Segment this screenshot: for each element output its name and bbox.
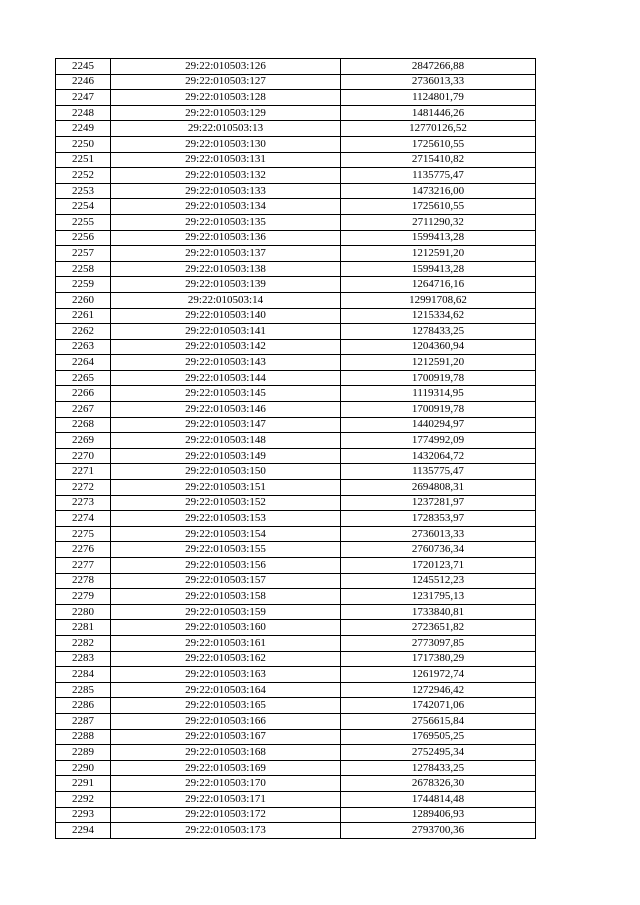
value-cell: 1272946,42 xyxy=(341,682,536,698)
value-cell: 1774992,09 xyxy=(341,433,536,449)
row-number-cell: 2265 xyxy=(56,370,111,386)
cadastral-number-cell: 29:22:010503:154 xyxy=(111,526,341,542)
row-number-cell: 2278 xyxy=(56,573,111,589)
row-number-cell: 2264 xyxy=(56,355,111,371)
row-number-cell: 2273 xyxy=(56,495,111,511)
value-cell: 2678326,30 xyxy=(341,776,536,792)
table-body xyxy=(56,59,536,839)
row-number-cell: 2275 xyxy=(56,526,111,542)
cadastral-number-cell: 29:22:010503:148 xyxy=(111,433,341,449)
value-cell: 1237281,97 xyxy=(341,495,536,511)
value-cell: 1700919,78 xyxy=(341,370,536,386)
value-cell: 1733840,81 xyxy=(341,604,536,620)
table-row xyxy=(56,355,536,371)
value-cell: 1212591,20 xyxy=(341,246,536,262)
row-number-cell: 2246 xyxy=(56,74,111,90)
cadastral-number-cell: 29:22:010503:132 xyxy=(111,168,341,184)
cadastral-number-cell: 29:22:010503:171 xyxy=(111,791,341,807)
cadastral-number-cell: 29:22:010503:128 xyxy=(111,90,341,106)
cadastral-number-cell: 29:22:010503:147 xyxy=(111,417,341,433)
value-cell: 2711290,32 xyxy=(341,214,536,230)
row-number-cell: 2285 xyxy=(56,682,111,698)
cadastral-number-cell: 29:22:010503:163 xyxy=(111,667,341,683)
value-cell: 2793700,36 xyxy=(341,823,536,839)
table-row xyxy=(56,760,536,776)
table-row xyxy=(56,635,536,651)
value-cell: 1261972,74 xyxy=(341,667,536,683)
cadastral-number-cell: 29:22:010503:164 xyxy=(111,682,341,698)
value-cell: 1289406,93 xyxy=(341,807,536,823)
cadastral-number-cell: 29:22:010503:13 xyxy=(111,121,341,137)
row-number-cell: 2259 xyxy=(56,277,111,293)
table-row xyxy=(56,277,536,293)
cadastral-number-cell: 29:22:010503:134 xyxy=(111,199,341,215)
row-number-cell: 2293 xyxy=(56,807,111,823)
value-cell: 1278433,25 xyxy=(341,324,536,340)
value-cell: 2736013,33 xyxy=(341,74,536,90)
value-cell: 1720123,71 xyxy=(341,558,536,574)
row-number-cell: 2247 xyxy=(56,90,111,106)
row-number-cell: 2245 xyxy=(56,59,111,75)
cadastral-number-cell: 29:22:010503:141 xyxy=(111,324,341,340)
row-number-cell: 2257 xyxy=(56,246,111,262)
value-cell: 2723651,82 xyxy=(341,620,536,636)
value-cell: 1744814,48 xyxy=(341,791,536,807)
value-cell: 1728353,97 xyxy=(341,511,536,527)
cadastral-number-cell: 29:22:010503:139 xyxy=(111,277,341,293)
value-cell: 2736013,33 xyxy=(341,526,536,542)
cadastral-number-cell: 29:22:010503:170 xyxy=(111,776,341,792)
table-row xyxy=(56,292,536,308)
value-cell: 12991708,62 xyxy=(341,292,536,308)
row-number-cell: 2277 xyxy=(56,558,111,574)
row-number-cell: 2256 xyxy=(56,230,111,246)
table-row xyxy=(56,620,536,636)
table-row xyxy=(56,199,536,215)
value-cell: 1264716,16 xyxy=(341,277,536,293)
value-cell: 1124801,79 xyxy=(341,90,536,106)
table-row xyxy=(56,464,536,480)
cadastral-number-cell: 29:22:010503:156 xyxy=(111,558,341,574)
row-number-cell: 2282 xyxy=(56,635,111,651)
cadastral-number-cell: 29:22:010503:133 xyxy=(111,183,341,199)
table-row xyxy=(56,74,536,90)
value-cell: 1769505,25 xyxy=(341,729,536,745)
table-row xyxy=(56,59,536,75)
cadastral-number-cell: 29:22:010503:143 xyxy=(111,355,341,371)
row-number-cell: 2262 xyxy=(56,324,111,340)
cadastral-number-cell: 29:22:010503:137 xyxy=(111,246,341,262)
value-cell: 1231795,13 xyxy=(341,589,536,605)
row-number-cell: 2287 xyxy=(56,713,111,729)
cadastral-number-cell: 29:22:010503:153 xyxy=(111,511,341,527)
row-number-cell: 2288 xyxy=(56,729,111,745)
table-row xyxy=(56,558,536,574)
row-number-cell: 2280 xyxy=(56,604,111,620)
table-row xyxy=(56,230,536,246)
row-number-cell: 2252 xyxy=(56,168,111,184)
cadastral-number-cell: 29:22:010503:142 xyxy=(111,339,341,355)
value-cell: 1245512,23 xyxy=(341,573,536,589)
row-number-cell: 2269 xyxy=(56,433,111,449)
cadastral-number-cell: 29:22:010503:129 xyxy=(111,105,341,121)
cadastral-number-cell: 29:22:010503:150 xyxy=(111,464,341,480)
value-cell: 2847266,88 xyxy=(341,59,536,75)
value-cell: 1278433,25 xyxy=(341,760,536,776)
table-row xyxy=(56,604,536,620)
table-row xyxy=(56,776,536,792)
table-row xyxy=(56,573,536,589)
cadastral-number-cell: 29:22:010503:159 xyxy=(111,604,341,620)
table-row xyxy=(56,183,536,199)
cadastral-number-cell: 29:22:010503:149 xyxy=(111,448,341,464)
table-row xyxy=(56,214,536,230)
table-row xyxy=(56,121,536,137)
table-row xyxy=(56,589,536,605)
table-row xyxy=(56,246,536,262)
table-row xyxy=(56,713,536,729)
value-cell: 1599413,28 xyxy=(341,261,536,277)
cadastral-number-cell: 29:22:010503:135 xyxy=(111,214,341,230)
value-cell: 1215334,62 xyxy=(341,308,536,324)
value-cell: 1440294,97 xyxy=(341,417,536,433)
table-row xyxy=(56,495,536,511)
table-row xyxy=(56,90,536,106)
cadastral-number-cell: 29:22:010503:157 xyxy=(111,573,341,589)
table-row xyxy=(56,370,536,386)
cadastral-number-cell: 29:22:010503:126 xyxy=(111,59,341,75)
value-cell: 1725610,55 xyxy=(341,199,536,215)
value-cell: 2756615,84 xyxy=(341,713,536,729)
row-number-cell: 2255 xyxy=(56,214,111,230)
cadastral-number-cell: 29:22:010503:167 xyxy=(111,729,341,745)
row-number-cell: 2254 xyxy=(56,199,111,215)
row-number-cell: 2250 xyxy=(56,136,111,152)
cadastral-number-cell: 29:22:010503:166 xyxy=(111,713,341,729)
table-row xyxy=(56,667,536,683)
table-row xyxy=(56,480,536,496)
cadastral-number-cell: 29:22:010503:162 xyxy=(111,651,341,667)
table-row xyxy=(56,729,536,745)
row-number-cell: 2284 xyxy=(56,667,111,683)
table-row xyxy=(56,402,536,418)
table-row xyxy=(56,136,536,152)
row-number-cell: 2258 xyxy=(56,261,111,277)
table-row xyxy=(56,308,536,324)
row-number-cell: 2261 xyxy=(56,308,111,324)
value-cell: 1135775,47 xyxy=(341,464,536,480)
value-cell: 1700919,78 xyxy=(341,402,536,418)
table-row xyxy=(56,511,536,527)
cadastral-number-cell: 29:22:010503:155 xyxy=(111,542,341,558)
value-cell: 2715410,82 xyxy=(341,152,536,168)
cadastral-number-cell: 29:22:010503:127 xyxy=(111,74,341,90)
table-row xyxy=(56,324,536,340)
value-cell: 1717380,29 xyxy=(341,651,536,667)
row-number-cell: 2249 xyxy=(56,121,111,137)
cadastral-number-cell: 29:22:010503:14 xyxy=(111,292,341,308)
row-number-cell: 2274 xyxy=(56,511,111,527)
table-row xyxy=(56,526,536,542)
table-row xyxy=(56,698,536,714)
cadastral-number-cell: 29:22:010503:131 xyxy=(111,152,341,168)
row-number-cell: 2268 xyxy=(56,417,111,433)
row-number-cell: 2267 xyxy=(56,402,111,418)
table-row xyxy=(56,152,536,168)
table-row xyxy=(56,448,536,464)
row-number-cell: 2292 xyxy=(56,791,111,807)
row-number-cell: 2266 xyxy=(56,386,111,402)
cadastral-number-cell: 29:22:010503:151 xyxy=(111,480,341,496)
value-cell: 1725610,55 xyxy=(341,136,536,152)
value-cell: 12770126,52 xyxy=(341,121,536,137)
table-row xyxy=(56,745,536,761)
cadastral-number-cell: 29:22:010503:152 xyxy=(111,495,341,511)
cadastral-number-cell: 29:22:010503:138 xyxy=(111,261,341,277)
cadastral-number-cell: 29:22:010503:146 xyxy=(111,402,341,418)
value-cell: 1599413,28 xyxy=(341,230,536,246)
cadastral-number-cell: 29:22:010503:130 xyxy=(111,136,341,152)
cadastral-number-cell: 29:22:010503:136 xyxy=(111,230,341,246)
row-number-cell: 2270 xyxy=(56,448,111,464)
value-cell: 1204360,94 xyxy=(341,339,536,355)
cadastral-number-cell: 29:22:010503:173 xyxy=(111,823,341,839)
table-row xyxy=(56,651,536,667)
cadastral-number-cell: 29:22:010503:158 xyxy=(111,589,341,605)
table-row xyxy=(56,417,536,433)
cadastral-value-table xyxy=(55,58,536,839)
row-number-cell: 2276 xyxy=(56,542,111,558)
table-row xyxy=(56,386,536,402)
row-number-cell: 2253 xyxy=(56,183,111,199)
row-number-cell: 2272 xyxy=(56,480,111,496)
row-number-cell: 2289 xyxy=(56,745,111,761)
row-number-cell: 2279 xyxy=(56,589,111,605)
cadastral-number-cell: 29:22:010503:165 xyxy=(111,698,341,714)
value-cell: 1481446,26 xyxy=(341,105,536,121)
value-cell: 1119314,95 xyxy=(341,386,536,402)
value-cell: 2773097,85 xyxy=(341,635,536,651)
table-row xyxy=(56,105,536,121)
value-cell: 1432064,72 xyxy=(341,448,536,464)
table-row xyxy=(56,791,536,807)
row-number-cell: 2263 xyxy=(56,339,111,355)
cadastral-number-cell: 29:22:010503:145 xyxy=(111,386,341,402)
cadastral-number-cell: 29:22:010503:144 xyxy=(111,370,341,386)
value-cell: 2752495,34 xyxy=(341,745,536,761)
table-row xyxy=(56,168,536,184)
value-cell: 2760736,34 xyxy=(341,542,536,558)
row-number-cell: 2260 xyxy=(56,292,111,308)
value-cell: 1473216,00 xyxy=(341,183,536,199)
row-number-cell: 2291 xyxy=(56,776,111,792)
value-cell: 1212591,20 xyxy=(341,355,536,371)
table-row xyxy=(56,261,536,277)
table-row xyxy=(56,682,536,698)
value-cell: 2694808,31 xyxy=(341,480,536,496)
row-number-cell: 2251 xyxy=(56,152,111,168)
row-number-cell: 2271 xyxy=(56,464,111,480)
value-cell: 1135775,47 xyxy=(341,168,536,184)
cadastral-number-cell: 29:22:010503:168 xyxy=(111,745,341,761)
table-row xyxy=(56,433,536,449)
row-number-cell: 2283 xyxy=(56,651,111,667)
row-number-cell: 2286 xyxy=(56,698,111,714)
table-row xyxy=(56,807,536,823)
cadastral-number-cell: 29:22:010503:172 xyxy=(111,807,341,823)
value-cell: 1742071,06 xyxy=(341,698,536,714)
table-row xyxy=(56,823,536,839)
cadastral-number-cell: 29:22:010503:169 xyxy=(111,760,341,776)
cadastral-number-cell: 29:22:010503:160 xyxy=(111,620,341,636)
row-number-cell: 2294 xyxy=(56,823,111,839)
table-row xyxy=(56,542,536,558)
table-row xyxy=(56,339,536,355)
row-number-cell: 2281 xyxy=(56,620,111,636)
cadastral-number-cell: 29:22:010503:140 xyxy=(111,308,341,324)
row-number-cell: 2248 xyxy=(56,105,111,121)
row-number-cell: 2290 xyxy=(56,760,111,776)
cadastral-number-cell: 29:22:010503:161 xyxy=(111,635,341,651)
